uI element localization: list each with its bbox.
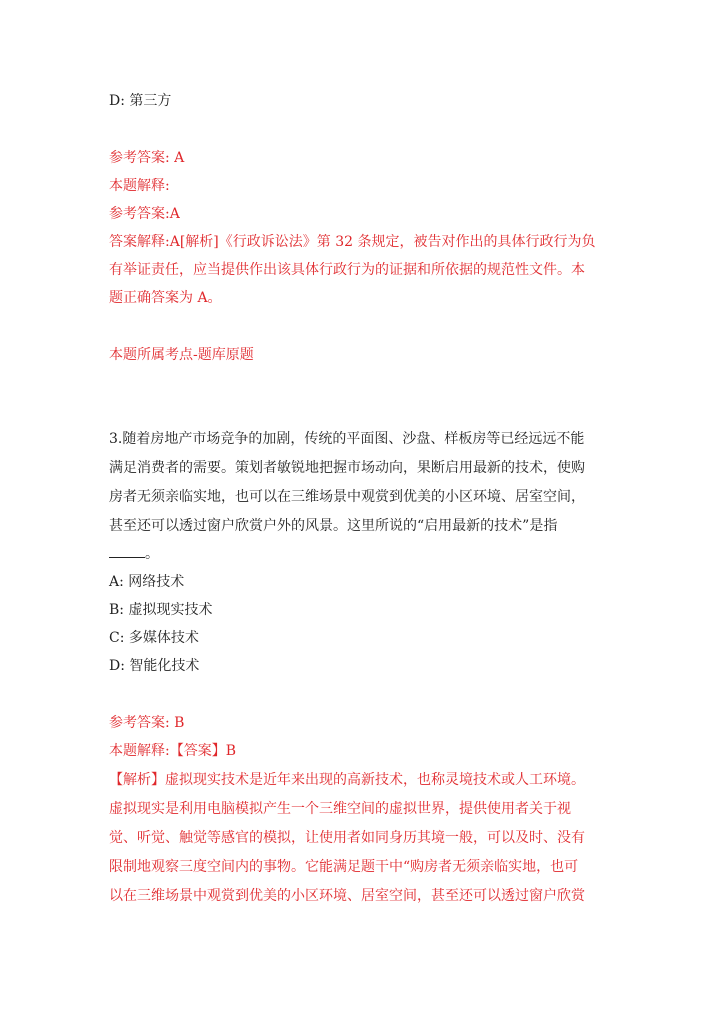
q3-stem-line: 房者无须亲临实地，也可以在三维场景中观赏到优美的小区环境、居室空间， bbox=[109, 489, 585, 505]
q3-option-d: D: 智能化技术 bbox=[109, 658, 200, 674]
q3-explanation-line: 觉、听觉、触觉等感官的模拟，让使用者如同身历其境一般，可以及时、没有 bbox=[109, 830, 585, 846]
prev-answer-repeat: 参考答案:A bbox=[109, 206, 180, 222]
prev-explanation-line: 答案解释:A[解析]《行政诉讼法》第 32 条规定，被告对作出的具体行政行为负 bbox=[109, 234, 596, 250]
q3-option-b: B: 虚拟现实技术 bbox=[109, 602, 213, 618]
q3-stem-line: 满足消费者的需要。策划者敏锐地把握市场动向，果断启用最新的技术，使购 bbox=[109, 460, 585, 476]
q3-stem-line: 甚至还可以透过窗户欣赏户外的风景。这里所说的“启用最新的技术”是指 bbox=[109, 518, 558, 534]
q3-option-c: C: 多媒体技术 bbox=[109, 630, 199, 646]
answer-blank bbox=[109, 545, 145, 558]
prev-explanation-label: 本题解释: bbox=[109, 178, 170, 194]
prev-explanation-line: 有举证责任，应当提供作出该具体行政行为的证据和所依据的规范性文件。本 bbox=[109, 262, 585, 278]
q3-explanation-line: 限制地观察三度空间内的事物。它能满足题干中“购房者无须亲临实地，也可 bbox=[109, 859, 579, 875]
prev-option-d: D: 第三方 bbox=[109, 93, 172, 109]
q3-option-a: A: 网络技术 bbox=[109, 574, 185, 590]
q3-stem-line: 3.随着房地产市场竞争的加剧，传统的平面图、沙盘、样板房等已经远远不能 bbox=[109, 431, 585, 447]
q3-explanation-label: 本题解释:【答案】B bbox=[109, 743, 237, 759]
q3-explanation-line: 以在三维场景中观赏到优美的小区环境、居室空间，甚至还可以透过窗户欣赏 bbox=[109, 888, 585, 904]
q3-explanation-line: 虚拟现实是利用电脑模拟产生一个三维空间的虚拟世界，提供使用者关于视 bbox=[109, 801, 571, 817]
prev-source: 本题所属考点-题库原题 bbox=[109, 347, 254, 363]
prev-explanation-line: 题正确答案为 A。 bbox=[109, 290, 222, 306]
q3-answer-label: 参考答案: B bbox=[109, 715, 185, 731]
q3-explanation-line: 【解析】虚拟现实技术是近年来出现的高新技术，也称灵境技术或人工环境。 bbox=[109, 772, 585, 788]
q3-blank-end: 。 bbox=[145, 546, 159, 562]
prev-answer-label: 参考答案: A bbox=[109, 150, 185, 166]
q3-blank-line bbox=[109, 544, 159, 564]
